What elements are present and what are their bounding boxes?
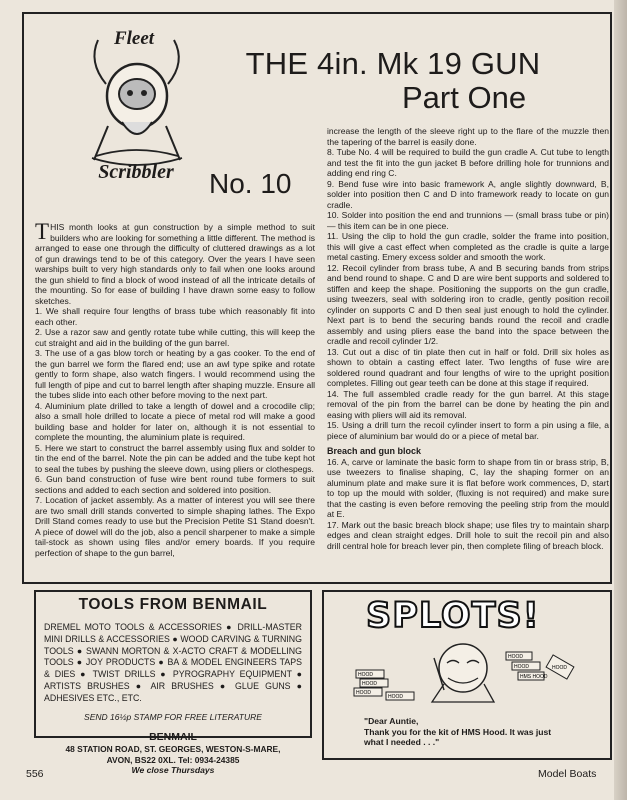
logo-text-fleet: Fleet bbox=[113, 28, 155, 49]
box-label: HOOD bbox=[358, 672, 373, 678]
step-paragraph: 15. Using a drill turn the recoil cylinder insert to form a pin using a file, a piece of aluminium bar would do or a piece of metal bar. bbox=[327, 420, 609, 441]
article-title: THE 4in. Mk 19 GUN bbox=[245, 46, 541, 81]
advert-address-line: AVON, BS22 0XL. Tel: 0934-24385 bbox=[106, 754, 240, 765]
cartoon-illustration bbox=[334, 638, 602, 714]
page-number: 556 bbox=[26, 768, 44, 780]
step-paragraph: 6. Gun band construction of fuse wire bent round tube formers to suit sections and added to each section and soldered into position. bbox=[35, 474, 315, 495]
caption-line: Thank you for the kit of HMS Hood. It was just bbox=[364, 726, 552, 737]
magazine-name: Model Boats bbox=[538, 768, 597, 780]
advert-hours: We close Thursdays bbox=[131, 765, 215, 776]
intro-text: HIS month looks at gun construction by a simple method to suit builders who are looking for something a little different. The method is arranged to ease one through the difficulty of cluttered drawings as a lot of gun drawings tend to be of this category. Over the years I have seen warships built to very high standards only to fail when one looks around the gun shield to find a block of wood instead of all the intricate details of the mounting. So for ease of building I have drawn some easy to follow sketches. bbox=[35, 222, 315, 306]
box-label: HOOD bbox=[552, 665, 567, 671]
step-paragraph: 8. Tube No. 4 will be required to build the gun cradle A. Cut tube to length and test the fit into the gun jacket B before drilling hole for trunnions and adding end ring C. bbox=[327, 147, 609, 178]
box-label: HOOD bbox=[388, 694, 403, 700]
step-paragraph: increase the length of the sleeve right up to the flare of the muzzle then the tapering of the barrel is easily done. bbox=[327, 126, 609, 147]
article-column-left bbox=[35, 219, 315, 558]
caption-line: what I needed . . ." bbox=[364, 737, 440, 748]
fleet-scribbler-logo bbox=[78, 22, 196, 184]
box-label: HOOD bbox=[508, 654, 523, 660]
step-paragraph: 4. Aluminium plate drilled to take a length of dowel and a crocodile clip; also a small hole drilled to locate a piece of metal rod will make a good building base and holder for later on, although it is not essential to complete the mounting, the aluminium plate is required. bbox=[35, 400, 315, 442]
step-paragraph: 14. The full assembled cradle ready for the gun barrel. At this stage removal of the pin from the barrel can be done by heating the pin and easing with pliers will aid its removal. bbox=[327, 388, 609, 420]
logo-text-scribbler: Scribbler bbox=[98, 161, 174, 183]
page-edge-shadow bbox=[614, 0, 627, 800]
step-paragraph: 2. Use a razor saw and gently rotate tube while cutting, this will keep the cut straight and aid in the building of the gun barrel. bbox=[35, 327, 315, 348]
step-paragraph: 5. Here we start to construct the barrel assembly using flux and solder to tin the end of the barrel. Note the pin can be added and the tube kept hot to seal the tubes by pushing the sleeve down, using pliers or clothespegs. bbox=[35, 442, 315, 474]
step-paragraph: 10. Solder into position the end and trunnions — (small brass tube or pin) — this item can be in one piece. bbox=[327, 210, 609, 231]
box-label: HOOD bbox=[514, 664, 529, 670]
box-label: HMS HOOD bbox=[520, 674, 548, 680]
section-heading: Breach and gun block bbox=[327, 446, 422, 456]
step-paragraph: 1. We shall require four lengths of brass tube which reasonably fit into each other. bbox=[35, 306, 315, 327]
step-paragraph: 13. Cut out a disc of tin plate then cut in half or fold. Drill six holes as shown to obtain a casting effect later. Two lengths of fuse wire are soldered round quadrant and four lengths of wire to the upright position completes. Filling out gear teeth can be done at this stage if required. bbox=[327, 346, 609, 388]
splots-cartoon-panel bbox=[322, 590, 612, 760]
article-column-right bbox=[327, 126, 609, 551]
splots-title: SPLOTS! bbox=[366, 596, 540, 636]
article-subtitle: Part One bbox=[402, 80, 527, 115]
step-paragraph: 3. The use of a gas blow torch or heating by a gas cooker. To the end of the gun barrel we form the flared end; use an awl type spike and rotate gently to form shape, also watch fingers. I would recommend using the full length of pipe and cut to barrel length after shaping muzzle. Ensure all the tubes slide into each other before moving to the next part. bbox=[35, 348, 315, 400]
step-paragraph: 7. Location of jacket assembly. As a matter of interest you will see there are two small drill stands converted to simple shaping lathes. The Expo Drill Stand comes ready to use but the Precision Petite S1 Stand doesn't. A piece of dowel will do the job, also a pencil sharpener to make a simple tail-stock as shown using files and/or emery boards. If you require perfection of shape to the gun barrel, bbox=[35, 495, 315, 558]
step-paragraph: 11. Using the clip to hold the gun cradle, solder the frame into position, this will give a cast effect when completed as the cradle is quite a large metal casting. Emery excess solder and smooth the work. bbox=[327, 231, 609, 262]
box-label: HOOD bbox=[356, 690, 371, 696]
advert-offer: SEND 16½p STAMP FOR FREE LITERATURE bbox=[84, 711, 262, 722]
issue-number: No. 10 bbox=[209, 168, 292, 199]
caption-line: "Dear Auntie, bbox=[364, 716, 419, 726]
step-paragraph: 12. Recoil cylinder from brass tube, A and B securing bands from strips and bend round to shape. C and D are wire bent supports and soldered to stiffen and keep the shape. Positioning the supports on the gun cradle, using tweezers, seal with soldering iron to cradle, gently position recoil cylinder on supports C and D then seal just enough to hold the cylinder. Next part is to bend the securing bands round the recoil and cradle assembly and using pliers ease the band into the space between the cradle and recoil cylinder 1/2. bbox=[327, 262, 609, 346]
advert-address-line: 48 STATION ROAD, ST. GEORGES, WESTON-S-MARE, bbox=[65, 743, 281, 754]
cartoon-caption bbox=[364, 716, 604, 748]
box-label: HOOD bbox=[362, 681, 377, 687]
advert-title: TOOLS FROM BENMAIL bbox=[78, 596, 268, 613]
step-paragraph: 17. Mark out the basic breach block shape; use files try to maintain sharp edges and clean straight edges. Drill hole to suit the recoil pin and also drill central hole for breach lever pin, then complete filing of breach block. bbox=[327, 519, 609, 551]
drop-cap: T bbox=[35, 219, 50, 244]
step-paragraph: 16. A, carve or laminate the basic form to shape from tin or brass strip, B, use tweezers to finalise shaping, C, lay the shaping former on an aluminum plate and make sure it is flat before work commences, D, start to top up the mould with solder, (fluxing is not required) and make sure that the casting is even before removing the peeling strip from the mould at E. bbox=[327, 456, 609, 519]
intro-paragraph bbox=[35, 219, 315, 306]
advert-company: BENMAIL bbox=[149, 730, 197, 743]
advert-product-list: DREMEL MOTO TOOLS & ACCESSORIES ● DRILL-MASTER MINI DRILLS & ACCESSORIES ● WOOD CARVING & TURNING TOOLS ● SWANN MORTON & X-ACTO CRAFT & MODELLING TOOLS ● JOY PRODUCTS ● BA & MODEL ENGINEERS TAPS & DIES ● TWIST DRILLS ● PYROGRAPHY EQUIPMENT ● ARTISTS BRUSHES ● AIR BRUSHES ● GLUE GUNS ● ADHESIVES ETC., ETC. bbox=[44, 622, 302, 703]
benmail-advert bbox=[34, 590, 312, 776]
step-paragraph: 9. Bend fuse wire into basic framework A, angle slightly downward, B, solder into position then C and D into framework ready to locate on gun cradle. bbox=[327, 178, 609, 210]
